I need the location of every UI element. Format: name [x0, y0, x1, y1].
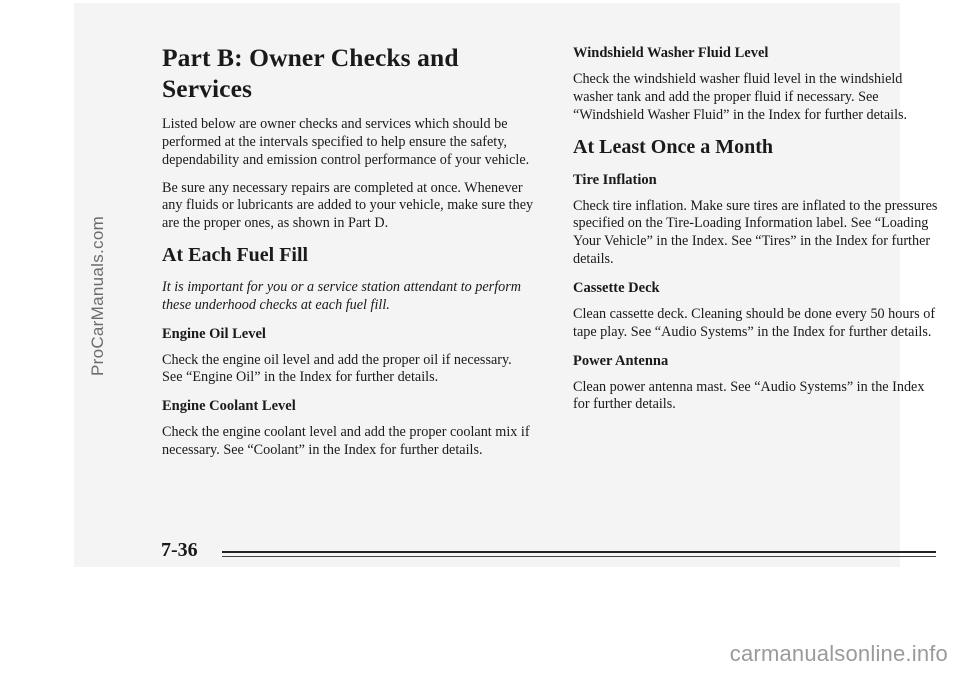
right-column [573, 44, 943, 424]
bottom-watermark: carmanualsonline.info [729, 641, 948, 666]
engine-oil-text: Check the engine oil level and add the proper oil if necessary. See “Engine Oil” in the Index for further details. [162, 351, 512, 386]
side-watermark: ProCarManuals.com [88, 215, 107, 376]
tire-inflation-heading: Tire Inflation [573, 171, 657, 188]
page-title: Part B: Owner Checks and Services [162, 43, 459, 103]
cassette-deck-text: Clean cassette deck. Cleaning should be done every 50 hours of tape play. See “Audio Systems” in the Index for further details. [573, 305, 936, 340]
manual-page [74, 3, 938, 567]
washer-fluid-text: Check the windshield washer fluid level in the windshield washer tank and add the proper fluid if necessary. See “Windshield Washer Fluid” in the Index for further details. [573, 71, 908, 123]
power-antenna-text: Clean power antenna mast. See “Audio Systems” in the Index for further details. [573, 378, 925, 413]
engine-oil-heading: Engine Oil Level [162, 325, 266, 342]
tire-inflation-text: Check tire inflation. Make sure tires are inflated to the pressures specified on the Tire-Loading Information label. See “Loading Your Vehicle” in the Index. See “Tires” in the Index for further details. [573, 197, 938, 268]
power-antenna-heading: Power Antenna [573, 352, 669, 369]
page-number: 7-36 [161, 539, 198, 561]
cassette-deck-heading: Cassette Deck [573, 279, 660, 296]
fuel-fill-heading: At Each Fuel Fill [162, 243, 309, 266]
monthly-heading: At Least Once a Month [573, 135, 773, 158]
intro-paragraph-1: Listed below are owner checks and services which should be performed at the intervals specified to help ensure the safety, dependability and emission control performance of your vehicle. [162, 116, 530, 168]
footer-rule-thin [222, 556, 936, 557]
intro-paragraph-2: Be sure any necessary repairs are completed at once. Whenever any fluids or lubricants are added to your vehicle, make sure they are the proper ones, as shown in Part D. [162, 179, 534, 232]
engine-coolant-heading: Engine Coolant Level [162, 398, 296, 415]
washer-fluid-heading: Windshield Washer Fluid Level [573, 45, 769, 61]
footer-rule [222, 551, 936, 553]
fuel-fill-note: It is important for you or a service station attendant to perform these underhood checks at each fuel fill. [162, 278, 522, 313]
engine-coolant-text: Check the engine coolant level and add the proper coolant mix if necessary. See “Coolant” in the Index for further details. [162, 424, 530, 459]
left-column [162, 43, 534, 470]
